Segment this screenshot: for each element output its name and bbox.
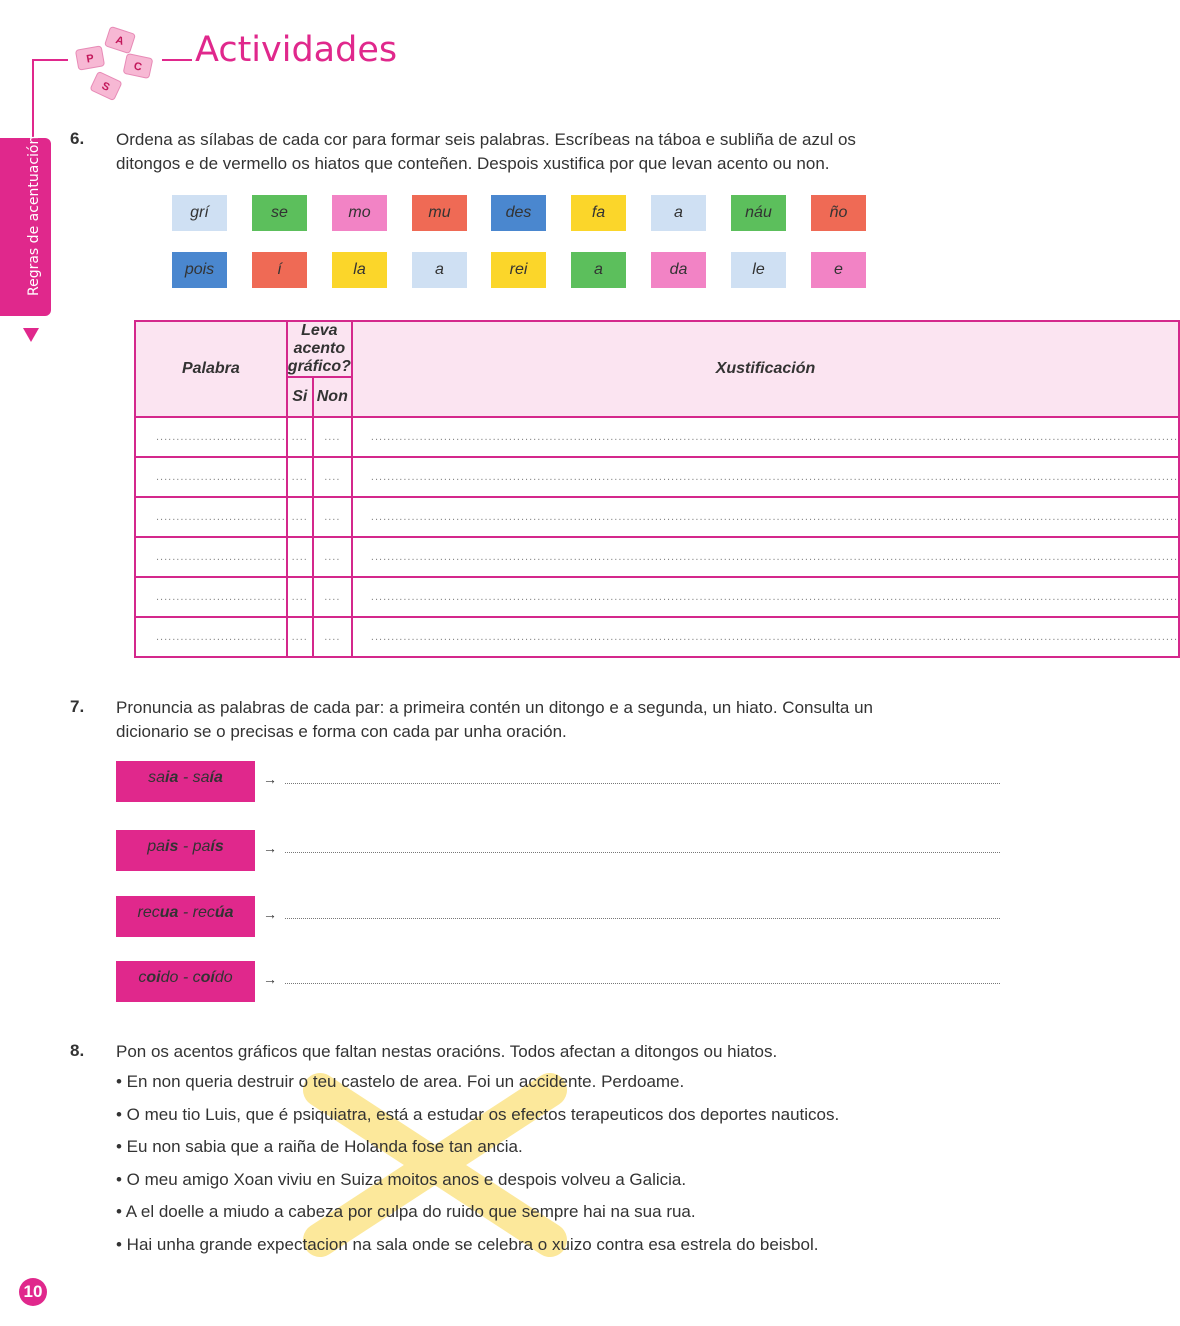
answer-dots: .... — [324, 511, 341, 523]
syllable-tile: des — [491, 195, 546, 231]
cell-xustificacion[interactable] — [352, 577, 1179, 617]
answer-line[interactable] — [285, 851, 1000, 853]
sentence-item: • Hai unha grande expectacion na sala onde se celebra o xuizo contra esa estrela do beisbol. — [116, 1234, 819, 1254]
cell-non[interactable] — [313, 577, 352, 617]
words-table — [134, 320, 1180, 658]
col-leva-acento: Leva acento gráfico? — [287, 322, 351, 375]
answer-line[interactable] — [285, 782, 1000, 784]
pair-part: rec — [137, 904, 160, 921]
answer-dots: ....................................................................................................................................................................................................... — [370, 471, 1179, 483]
pair-part: c — [138, 969, 147, 986]
sentence-item: • O meu amigo Xoan viviu en Suiza moitos anos e despois volveu a Galicia. — [116, 1169, 687, 1189]
sentence-item: • O meu tio Luis, que é psiquiatra, está a estudar os efectos terapeuticos dos deportes nauticos. — [116, 1104, 840, 1124]
cell-si[interactable] — [287, 577, 313, 617]
page-number: 10 — [19, 1278, 47, 1306]
cell-si[interactable] — [287, 617, 313, 657]
answer-dots: ....................................................................................................................................................................................................... — [370, 551, 1179, 563]
sentence-item: • A el doelle a miudo a cabeza por culpa do ruido que sempre hai na sua rua. — [116, 1202, 696, 1221]
syllable-tile: í — [252, 252, 307, 288]
cell-palabra[interactable] — [135, 497, 287, 537]
syllable-tile: pois — [172, 252, 227, 288]
page-title: Actividades — [195, 30, 398, 70]
answer-line[interactable] — [285, 917, 1000, 919]
arrow-right-icon: → — [263, 971, 277, 987]
pair-part: - rec — [178, 904, 215, 921]
table-row — [135, 497, 1179, 537]
answer-dots: ................................ — [156, 511, 286, 523]
pair-part: ia — [165, 769, 179, 786]
cell-xustificacion[interactable] — [352, 457, 1179, 497]
syllable-tile: a — [571, 252, 626, 288]
tile-letter-s: S — [99, 79, 112, 94]
watermark-x-icon — [300, 1070, 570, 1260]
answer-dots: ....................................................................................................................................................................................................... — [370, 631, 1179, 643]
answer-dots: ....................................................................................................................................................................................................... — [370, 431, 1179, 443]
answer-dots: .... — [324, 471, 341, 483]
cell-non[interactable] — [313, 617, 352, 657]
table-row — [135, 617, 1179, 657]
syllable-tile: mo — [332, 195, 387, 231]
syllable-tile: ño — [811, 195, 866, 231]
side-tab-arrow-icon — [23, 328, 39, 342]
syllable-tile: rei — [491, 252, 546, 288]
q8-number: 8. — [70, 1041, 85, 1060]
answer-dots: ....................................................................................................................................................................................................... — [370, 511, 1179, 523]
q8-text: Pon os acentos gráficos que faltan nestas oracións. Todos afectan a ditongos ou hiatos. — [116, 1042, 778, 1061]
cell-non[interactable] — [313, 497, 352, 537]
pair-part: pa — [147, 838, 166, 855]
pair-part: do - c — [160, 969, 201, 986]
syllable-tile: se — [252, 195, 307, 231]
answer-dots: ....................................................................................................................................................................................................... — [370, 591, 1179, 603]
sentence-item: • Eu non sabia que a raiña de Holanda fose tan ancia. — [116, 1137, 523, 1156]
cell-xustificacion[interactable] — [352, 617, 1179, 657]
tile-letter-c: C — [132, 60, 143, 74]
pair-part: is — [165, 838, 179, 855]
syllable-tile: a — [651, 195, 706, 231]
tile-letter-a: A — [114, 34, 126, 48]
word-pair-label — [116, 961, 255, 1002]
arrow-right-icon: → — [263, 906, 277, 922]
cell-palabra[interactable] — [135, 577, 287, 617]
pair-part: do — [214, 969, 233, 986]
answer-dots: .... — [324, 551, 341, 563]
answer-dots: ................................ — [156, 631, 286, 643]
syllable-tile: da — [651, 252, 706, 288]
cell-palabra[interactable] — [135, 417, 287, 457]
cell-non[interactable] — [313, 417, 352, 457]
answer-dots: .... — [324, 591, 341, 603]
word-pair-label — [116, 896, 255, 937]
answer-dots: .... — [291, 471, 308, 483]
answer-dots: .... — [324, 431, 341, 443]
answer-line[interactable] — [285, 982, 1000, 984]
q7-number: 7. — [70, 697, 85, 716]
cell-non[interactable] — [313, 537, 352, 577]
arrow-right-icon: → — [263, 840, 277, 856]
cell-non[interactable] — [313, 457, 352, 497]
cell-xustificacion[interactable] — [352, 537, 1179, 577]
syllable-tile: le — [731, 252, 786, 288]
pair-part: ís — [210, 838, 224, 855]
answer-dots: ................................ — [156, 591, 286, 603]
answer-dots: .... — [291, 511, 308, 523]
cell-si[interactable] — [287, 537, 313, 577]
answer-dots: ................................ — [156, 471, 286, 483]
answer-dots: .... — [291, 631, 308, 643]
syllable-tile: grí — [172, 195, 227, 231]
cell-xustificacion[interactable] — [352, 497, 1179, 537]
col-palabra: Palabra — [135, 321, 287, 417]
syllable-tile: e — [811, 252, 866, 288]
answer-dots: ................................ — [156, 551, 286, 563]
sentence-item: • En non queria destruir o teu castelo de area. Foi un accidente. Perdoame. — [116, 1072, 685, 1091]
pair-part: oí — [200, 969, 215, 986]
col-non: Non — [313, 377, 352, 417]
syllable-tile: la — [332, 252, 387, 288]
cell-palabra[interactable] — [135, 617, 287, 657]
word-pair-label — [116, 761, 255, 802]
table-row — [135, 457, 1179, 497]
tile-letter-p: P — [85, 52, 95, 66]
syllable-tile: fa — [571, 195, 626, 231]
answer-dots: .... — [291, 591, 308, 603]
pair-part: oi — [146, 969, 161, 986]
pair-part: - sa — [178, 769, 210, 786]
arrow-right-icon: → — [263, 771, 277, 787]
cell-palabra[interactable] — [135, 537, 287, 577]
syllable-tile: mu — [412, 195, 467, 231]
cell-si[interactable] — [287, 497, 313, 537]
table-row — [135, 577, 1179, 617]
word-pair-label — [116, 830, 255, 871]
pair-part: ía — [209, 769, 223, 786]
q6-text: Ordena as sílabas de cada cor para formar seis palabras. Escríbeas na táboa e subliña de azul os ditongos e de vermello os hiatos que conteñen. Despois xustifica por que levan acento ou non. — [116, 130, 856, 173]
cell-xustificacion[interactable] — [352, 417, 1179, 457]
header-rule-left — [32, 59, 68, 61]
pair-part: úa — [214, 904, 234, 921]
answer-dots: .... — [324, 631, 341, 643]
pair-part: - pa — [178, 838, 211, 855]
letter-tiles-logo — [68, 26, 162, 104]
q7-text: Pronuncia as palabras de cada par: a primeira contén un ditongo e a segunda, un hiato. Consulta un dicionario se o precisas e forma con cada par unha oración. — [116, 698, 874, 741]
q6-number: 6. — [70, 129, 85, 148]
col-xustificacion: Xustificación — [352, 321, 1179, 417]
header-rule-right — [162, 59, 192, 61]
answer-dots: ................................ — [156, 431, 286, 443]
syllable-tile: a — [412, 252, 467, 288]
table-row — [135, 537, 1179, 577]
side-tab-label: Regras de acentuación — [26, 135, 42, 296]
cell-si[interactable] — [287, 417, 313, 457]
answer-dots: .... — [291, 431, 308, 443]
cell-si[interactable] — [287, 457, 313, 497]
pair-part: sa — [148, 769, 166, 786]
syllable-tile: náu — [731, 195, 786, 231]
col-si: Si — [287, 377, 313, 417]
answer-dots: .... — [291, 551, 308, 563]
header-rule-vertical — [32, 59, 34, 141]
pair-part: ua — [159, 904, 179, 921]
table-row — [135, 417, 1179, 457]
cell-palabra[interactable] — [135, 457, 287, 497]
